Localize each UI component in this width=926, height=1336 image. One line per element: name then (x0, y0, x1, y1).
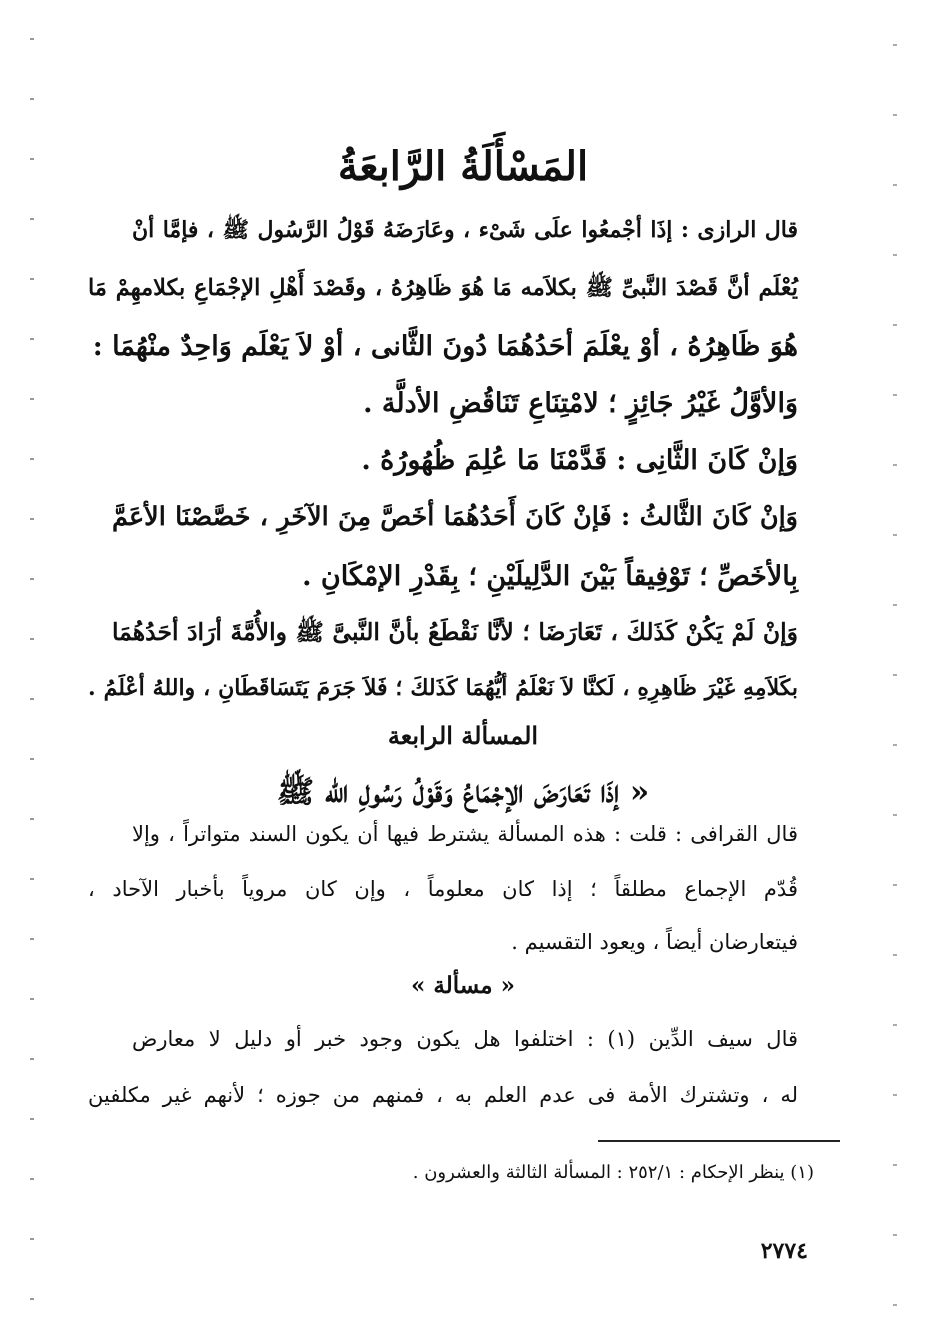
razi-line-3: هُوَ ظَاهِرُهُ ، أوْ يعْلَمَ أحَدُهُمَا دُونَ الثَّانى ، أوْ لاَ يَعْلَم وَاحِدٌ منْهُمَا : (92, 331, 798, 362)
page-number: ٢٧٧٤ (760, 1238, 808, 1264)
sayf-line-2: له ، وتشترك الأمة فى عدم العلم به ، فمنهم من جوزه ؛ لأنهم غير مكلفين (88, 1083, 798, 1107)
razi-case-1: وَالأوَّلُ غَيْرُ جَائِزٍ ؛ لامْتِنَاعِ تَنَاقُضِ الأدلَّة . (363, 388, 798, 419)
qarafi-line-1: قال القرافى : قلت : هذه المسألة يشترط فيها أن يكون السند متواتراً ، وإلا (132, 822, 798, 846)
masala-heading: « مسألة » (411, 972, 515, 999)
section-title: « إذَا تَعَارَضَ الإجْمَاعُ وَقَوْلُ رَسُولِ الله ﷺ (276, 774, 650, 810)
razi-case-4-line-2: بكَلاَمِهِ غَيْرَ ظَاهِرِهِ ، لَكنَّا لاَ نَعْلَمُ أيُّهُمَا كَذَلكَ ؛ فَلاَ جَرَمَ يَتَسَاقَطَانِ ، واللهُ أعْلَمُ . (88, 675, 798, 701)
chapter-title: المَسْأَلَةُ الرَّابعَةُ (337, 143, 589, 190)
footnote: (١) ينظر الإحكام : ٢٥٢/١ : المسألة الثالثة والعشرون . (412, 1162, 814, 1183)
razi-line-1: قال الرازى : إذَا أجْمعُوا علَى شَىْء ، وعَارَضَهُ قَوْلُ الرَّسُول ﷺ ، فإمَّا أنْ (132, 217, 798, 243)
qarafi-line-2: قُدّم الإجماع مطلقاً ؛ إذا كان معلوماً ، وإن كان مروياً بأخبار الآحاد ، (88, 877, 798, 901)
section-label: المسألة الرابعة (387, 721, 539, 750)
qarafi-line-3: فيتعارضان أيضاً ، ويعود التقسيم . (511, 930, 798, 954)
razi-line-2: يُعْلَم أنَّ قَصْدَ النَّبىِّ ﷺ بكلاَمه مَا هُوَ ظَاهِرُهُ ، وقَصْدَ أَهْلِ الإجْمَاعِ بكلامهِمْ مَا (88, 275, 798, 301)
razi-case-4-line-1: وَإنْ لَمْ يَكُنْ كَذَلكَ ، تَعَارَضَا ؛ لأنَّا نَقْطَعُ بأنَّ النَّبىَّ ﷺ والأُمَّةَ أرَادَ أحَدُهُمَا (112, 618, 798, 646)
razi-case-2: وَإنْ كَانَ الثَّانِى : قَدَّمْنَا مَا عُلِمَ ظُهُورُهُ . (361, 445, 798, 476)
right-margin-speckle (893, 0, 897, 1336)
sayf-line-1: قال سيف الدِّين (١) : اختلفوا هل يكون وجود خبر أو دليل لا معارض (132, 1027, 799, 1051)
razi-case-3-line-1: وَإنْ كَانَ الثَّالثُ : فَإنْ كَانَ أَحَدُهُمَا أخَصَّ مِنَ الآخَرِ ، خَصَّصْنَا الأعَمَّ (112, 502, 798, 532)
razi-case-3-line-2: بِالأخَصِّ ؛ تَوْفِيقاً بَيْنَ الدَّلِيلَيْنِ ؛ بِقَدْرِ الإمْكَانِ . (302, 561, 798, 592)
footnote-divider (598, 1140, 840, 1142)
left-margin-speckle (30, 0, 34, 1336)
